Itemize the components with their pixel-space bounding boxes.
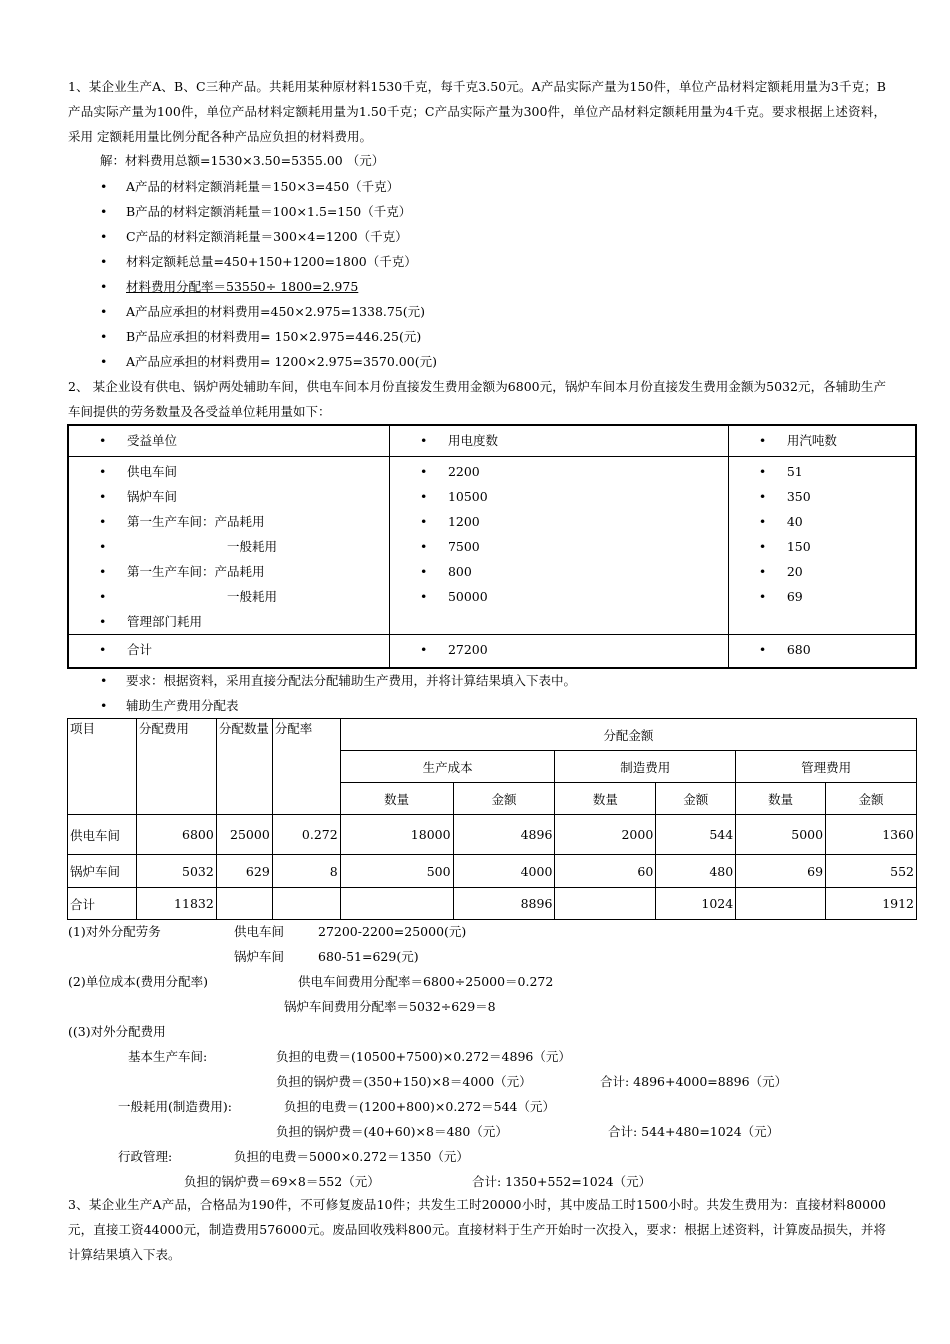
alloc-header-amount: 分配金额 — [340, 719, 916, 751]
alloc-cell: 2000 — [555, 815, 656, 855]
usage-table — [67, 424, 917, 669]
q1-step: • B产品的材料定额消耗量＝100×1.5=150（千克） — [100, 204, 412, 219]
usage-total-label: • 合计 — [68, 635, 389, 669]
alloc-cell — [340, 888, 453, 920]
bullet-icon: • — [100, 204, 108, 219]
q1-step: • A产品应承担的材料费用= 1200×2.975=3570.00(元) — [100, 354, 437, 369]
bullet-icon: • — [100, 673, 108, 688]
admin-label: 行政管理: — [118, 1149, 173, 1164]
alloc-cell: 552 — [826, 855, 917, 888]
alloc-cell: 5032 — [136, 855, 216, 888]
general-power: 负担的电费＝(1200+800)×0.272＝544（元） — [284, 1099, 556, 1114]
basic-power: 负担的电费＝(10500+7500)×0.272＝4896（元） — [276, 1049, 571, 1064]
calc-1-a-name: 供电车间 — [234, 924, 285, 939]
alloc-cell — [272, 888, 340, 920]
bullet-icon: • — [100, 354, 108, 369]
q2-text: 2、 某企业设有供电、锅炉两处辅助车间，供电车间本月份直接发生费用金额为6800元，锅炉车间本月份直接发生费用金额为5032元，各辅助生产车间提供的劳务数量及各受益单位耗用量如下： — [68, 379, 886, 419]
alloc-cell: 1912 — [826, 888, 917, 920]
calc-2-b: 锅炉车间费用分配率＝5032÷629＝8 — [284, 999, 496, 1014]
q1-step: • C产品的材料定额消耗量＝300×4=1200（千克） — [100, 229, 408, 244]
alloc-header-sub: 金额 — [826, 783, 917, 815]
alloc-cell — [555, 888, 656, 920]
alloc-cell: 480 — [656, 855, 736, 888]
alloc-cell: 6800 — [136, 815, 216, 855]
alloc-cell: 69 — [736, 855, 826, 888]
alloc-header-sub: 金额 — [453, 783, 555, 815]
calc-2-label: (2)单位成本(费用分配率) — [68, 974, 208, 989]
general-total: 合计: 544+480=1024（元） — [608, 1124, 780, 1139]
alloc-header-group: 管理费用 — [736, 751, 917, 783]
basic-total: 合计: 4896+4000=8896（元） — [600, 1074, 788, 1089]
calc-1-b-name: 锅炉车间 — [234, 949, 285, 964]
q1-step: • 材料费用分配率＝53550÷ 1800=2.975 — [100, 279, 359, 294]
calc-1-label: (1)对外分配劳务 — [68, 924, 161, 939]
q1-step: • A产品的材料定额消耗量＝150×3=450（千克） — [100, 179, 400, 194]
alloc-cell: 11832 — [136, 888, 216, 920]
bullet-icon: • — [100, 329, 108, 344]
alloc-cell: 4896 — [453, 815, 555, 855]
admin-power: 负担的电费＝5000×0.272＝1350（元） — [234, 1149, 469, 1164]
calc-2-a: 供电车间费用分配率＝6800÷25000＝0.272 — [298, 974, 554, 989]
q1-step: • A产品应承担的材料费用=450×2.975=1338.75(元) — [100, 304, 426, 319]
alloc-cell: 1024 — [656, 888, 736, 920]
alloc-cell: 544 — [656, 815, 736, 855]
table-row — [68, 855, 917, 888]
alloc-header-item: 项目 — [68, 719, 137, 815]
bullet-icon: • — [100, 229, 108, 244]
q1-step: • B产品应承担的材料费用= 150×2.975=446.25(元) — [100, 329, 422, 344]
alloc-cell: 60 — [555, 855, 656, 888]
usage-total-power: • 27200 — [389, 635, 728, 669]
q3-text: 3、某企业生产A产品，合格品为190件，不可修复废品10件；共发生工时20000小时，其中废品工时1500小时。共发生费用为：直接材料80000元，直接工资44000元，制造费用576000元。废品回收残料800元。直接材料于生产开始时一次投入，要求：根据上述资料，计算废品损失，并将计算结果填入下表。 — [68, 1197, 886, 1262]
general-boiler: 负担的锅炉费＝(40+60)×8＝480（元） — [276, 1124, 508, 1139]
q1-solution-head: 解：材料费用总额=1530×3.50=5355.00 （元） — [100, 153, 385, 168]
basic-boiler: 负担的锅炉费＝(350+150)×8＝4000（元） — [276, 1074, 532, 1089]
alloc-header-group: 生产成本 — [340, 751, 555, 783]
alloc-header-qty: 分配数量 — [216, 719, 272, 815]
usage-header-power: • 用电度数 — [389, 425, 728, 457]
admin-boiler: 负担的锅炉费＝69×8＝552（元） — [184, 1174, 380, 1189]
alloc-cell: 8896 — [453, 888, 555, 920]
usage-total-steam: • 680 — [728, 635, 916, 669]
alloc-header-cost: 分配费用 — [136, 719, 216, 815]
alloc-cell: 25000 — [216, 815, 272, 855]
calc-1-a-val: 27200-2200=25000(元) — [318, 924, 467, 939]
alloc-cell: 500 — [340, 855, 453, 888]
bullet-icon: • — [100, 279, 108, 294]
alloc-table-title: • 辅助生产费用分配表 — [100, 698, 239, 713]
basic-label: 基本生产车间: — [128, 1049, 208, 1064]
table-row — [68, 888, 917, 920]
alloc-cell: 8 — [272, 855, 340, 888]
alloc-header-group: 制造费用 — [555, 751, 736, 783]
alloc-cell: 锅炉车间 — [68, 855, 137, 888]
bullet-icon: • — [100, 179, 108, 194]
admin-total: 合计: 1350+552=1024（元） — [472, 1174, 652, 1189]
bullet-icon: • — [100, 304, 108, 319]
alloc-cell: 4000 — [453, 855, 555, 888]
alloc-table — [67, 718, 917, 920]
bullet-icon: • — [100, 698, 108, 713]
q1-text: 1、某企业生产A、B、C三种产品。共耗用某种原材料1530千克，每千克3.50元。A产品实际产量为150件，单位产品材料定额耗用量为3千克；B产品实际产量为100件，单位产品材料定额耗用量为1.50千克；C产品实际产量为300件，单位产品材料定额耗用量为4千克。要求根据上述资料，采用 定额耗用量比例分配各种产品应负担的材料费用。 — [68, 79, 886, 144]
alloc-header-rate: 分配率 — [272, 719, 340, 815]
alloc-cell — [736, 888, 826, 920]
usage-units-column: • 供电车间 • 锅炉车间 • 第一生产车间：产品耗用 • 一般耗用 • 第一生产车间：产品耗用 • 一般耗用 • 管理部门耗用 — [68, 457, 389, 635]
usage-power-column: • 2200 • 10500 • 1200 • 7500 • 800 • 50000 — [389, 457, 728, 635]
alloc-header-sub: 数量 — [555, 783, 656, 815]
general-label: 一般耗用(制造费用): — [118, 1099, 232, 1114]
alloc-cell: 1360 — [826, 815, 917, 855]
usage-header-steam: • 用汽吨数 — [728, 425, 916, 457]
calc-3-label: ((3)对外分配费用 — [68, 1024, 166, 1039]
alloc-cell: 0.272 — [272, 815, 340, 855]
bullet-icon: • — [100, 254, 108, 269]
alloc-cell: 合计 — [68, 888, 137, 920]
calc-1-b-val: 680-51=629(元) — [318, 949, 419, 964]
q2-requirement: • 要求：根据资料，采用直接分配法分配辅助生产费用，并将计算结果填入下表中。 — [100, 673, 577, 688]
alloc-cell: 供电车间 — [68, 815, 137, 855]
usage-steam-column: • 51 • 350 • 40 • 150 • 20 • 69 — [758, 464, 811, 604]
alloc-cell: 629 — [216, 855, 272, 888]
alloc-cell: 5000 — [736, 815, 826, 855]
alloc-header-sub: 数量 — [736, 783, 826, 815]
alloc-header-sub: 金额 — [656, 783, 736, 815]
alloc-cell — [216, 888, 272, 920]
alloc-cell: 18000 — [340, 815, 453, 855]
alloc-header-sub: 数量 — [340, 783, 453, 815]
table-row — [68, 815, 917, 855]
q1-step: • 材料定额耗总量=450+150+1200=1800（千克） — [100, 254, 417, 269]
usage-header-unit: • 受益单位 — [68, 425, 389, 457]
